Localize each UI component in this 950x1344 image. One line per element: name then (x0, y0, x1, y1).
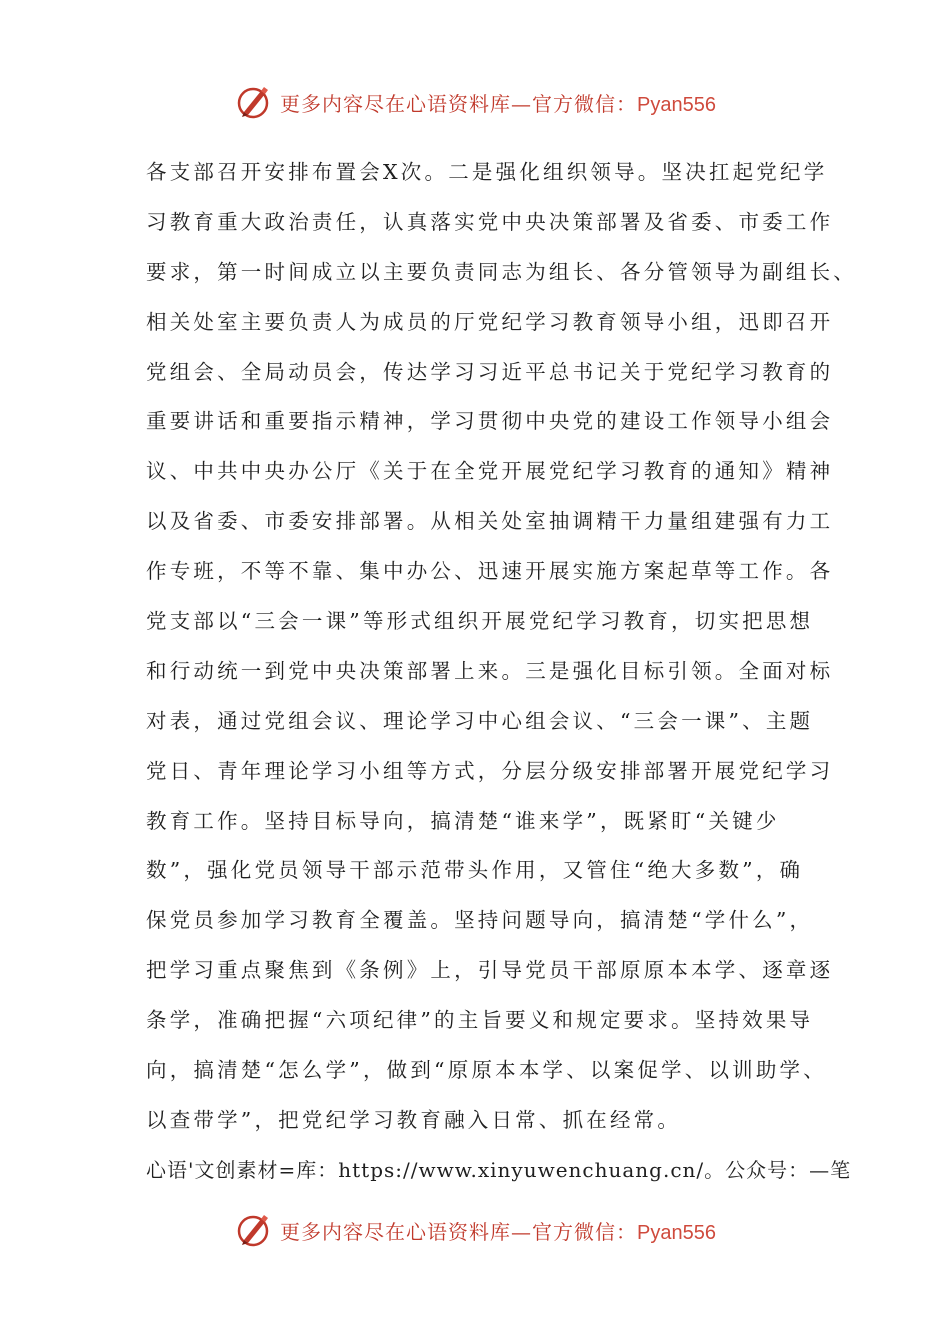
body-line: 各支部召开安排布置会X次。二是强化组织领导。坚决扛起党纪学 (146, 160, 828, 184)
body-line: 党日、青年理论学习小组等方式，分层分级安排部署开展党纪学习 (146, 758, 834, 783)
body-line: 党支部以“三会一课”等形式组织开展党纪学习教育，切实把思想 (146, 609, 814, 634)
body-line: 相关处室主要负责人为成员的厅党纪学习教育领导小组，迅即召开 (146, 309, 834, 334)
body-line: 教育工作。坚持目标导向，搞清楚“谁来学”，既紧盯“关键少 (146, 808, 780, 833)
pen-logo-icon (234, 82, 274, 122)
body-line: 党组会、全局动员会，传达学习习近平总书记关于党纪学习教育的 (146, 359, 834, 384)
body-line: 要求，第一时间成立以主要负责同志为组长、各分管领导为副组长、 (146, 259, 857, 284)
body-line: 以及省委、市委安排部署。从相关处室抽调精干力量组建强有力工 (146, 509, 834, 534)
body-line: 对表，通过党组会议、理论学习中心组会议、“三会一课”、主题 (146, 708, 814, 733)
document-body (146, 148, 857, 1194)
body-line: 数”，强化党员领导干部示范带头作用，又管住“绝大多数”，确 (146, 858, 804, 883)
body-line: 把学习重点聚焦到《条例》上，引导党员干部原原本本学、逐章逐 (146, 958, 834, 983)
pen-logo-icon (234, 1210, 274, 1250)
header-banner (0, 82, 950, 122)
body-line: 习教育重大政治责任，认真落实党中央决策部署及省委、市委工作 (146, 209, 834, 234)
body-line: 向，搞清楚“怎么学”，做到“原原本本学、以案促学、以训助学、 (146, 1058, 827, 1083)
header-banner-text: 更多内容尽在心语资料库—官方微信：Pyan556 (280, 91, 716, 116)
body-line: 条学，准确把握“六项纪律”的主旨要义和规定要求。坚持效果导 (146, 1008, 814, 1033)
footer-banner-handle: Pyan556 (637, 1221, 716, 1244)
body-line: 和行动统一到党中央决策部署上来。三是强化目标引领。全面对标 (146, 658, 834, 683)
header-banner-handle: Pyan556 (637, 93, 716, 116)
footer-note: 心语'文创素材=库：https://www.xinyuwenchuang.cn/。公众号：—笔 (146, 1157, 852, 1182)
body-line: 作专班，不等不靠、集中办公、迅速开展实施方案起草等工作。各 (146, 559, 834, 584)
body-line: 以查带学”，把党纪学习教育融入日常、抓在经常。 (146, 1107, 682, 1132)
body-line: 保党员参加学习教育全覆盖。坚持问题导向，搞清楚“学什么”， (146, 908, 814, 933)
body-line: 重要讲话和重要指示精神，学习贯彻中央党的建设工作领导小组会 (146, 409, 834, 434)
footer-banner (0, 1210, 950, 1250)
body-line: 议、中共中央办公厅《关于在全党开展党纪学习教育的通知》精神 (146, 459, 834, 484)
footer-banner-text: 更多内容尽在心语资料库—官方微信：Pyan556 (280, 1219, 716, 1244)
